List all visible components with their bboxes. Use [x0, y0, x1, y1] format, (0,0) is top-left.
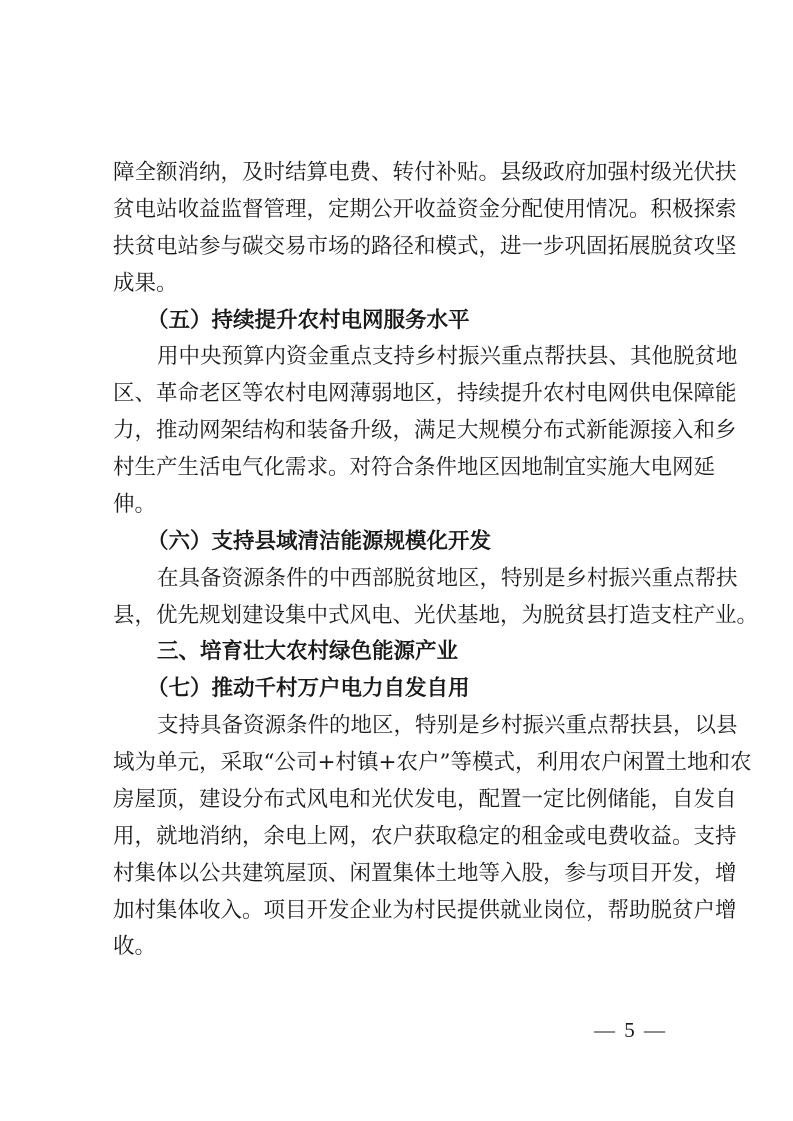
paragraph-line: 贫电站收益监督管理，定期公开收益资金分配使用情况。积极探索 [113, 196, 737, 222]
paragraph-line: 障全额消纳，及时结算电费、转付补贴。县级政府加强村级光伏扶 [113, 160, 737, 185]
paragraph-line: 力，推动网架结构和装备升级，满足大规模分布式新能源接入和乡 [113, 418, 737, 444]
paragraph-line: 村集体以公共建筑屋顶、闲置集体土地等入股，参与项目开发，增 [113, 860, 737, 886]
section-heading-6: （六）支持县域清洁能源规模化开发 [147, 528, 492, 554]
paragraph-line: 扶贫电站参与碳交易市场的路径和模式，进一步巩固拓展脱贫攻坚 [113, 233, 737, 259]
paragraph-line: 收。 [113, 934, 157, 960]
paragraph-line: 在具备资源条件的中西部脱贫地区，特别是乡村振兴重点帮扶 [157, 565, 738, 591]
paragraph-line: 房屋顶，建设分布式风电和光伏发电，配置一定比例储能，自发自 [113, 786, 737, 812]
paragraph-line: 支持具备资源条件的地区，特别是乡村振兴重点帮扶县，以县 [157, 713, 738, 739]
page-number: — 5 — [594, 1018, 667, 1042]
paragraph-line: 用中央预算内资金重点支持乡村振兴重点帮扶县、其他脱贫地 [157, 344, 738, 370]
section-heading-7: （七）推动千村万户电力自发自用 [147, 676, 470, 702]
paragraph-line: 村生产生活电气化需求。对符合条件地区因地制宜实施大电网延 [113, 455, 716, 480]
paragraph-line: 用，就地消纳，余电上网，农户获取稳定的租金或电费收益。支持 [113, 823, 737, 849]
chapter-heading-3: 三、培育壮大农村绿色能源产业 [157, 639, 459, 665]
paragraph-line: 县，优先规划建设集中式风电、光伏基地，为脱贫县打造支柱产业。 [113, 602, 759, 628]
paragraph-line: 域为单元，采取“公司+村镇+农户”等模式，利用农户闲置土地和农 [113, 750, 752, 776]
paragraph-line: 成果。 [113, 270, 178, 296]
paragraph-line: 加村集体收入。项目开发企业为村民提供就业岗位，帮助脱贫户增 [113, 897, 737, 923]
paragraph-line: 区、革命老区等农村电网薄弱地区，持续提升农村电网供电保障能 [113, 381, 737, 407]
section-heading-5: （五）持续提升农村电网服务水平 [147, 307, 470, 333]
paragraph-line: 伸。 [113, 491, 157, 517]
